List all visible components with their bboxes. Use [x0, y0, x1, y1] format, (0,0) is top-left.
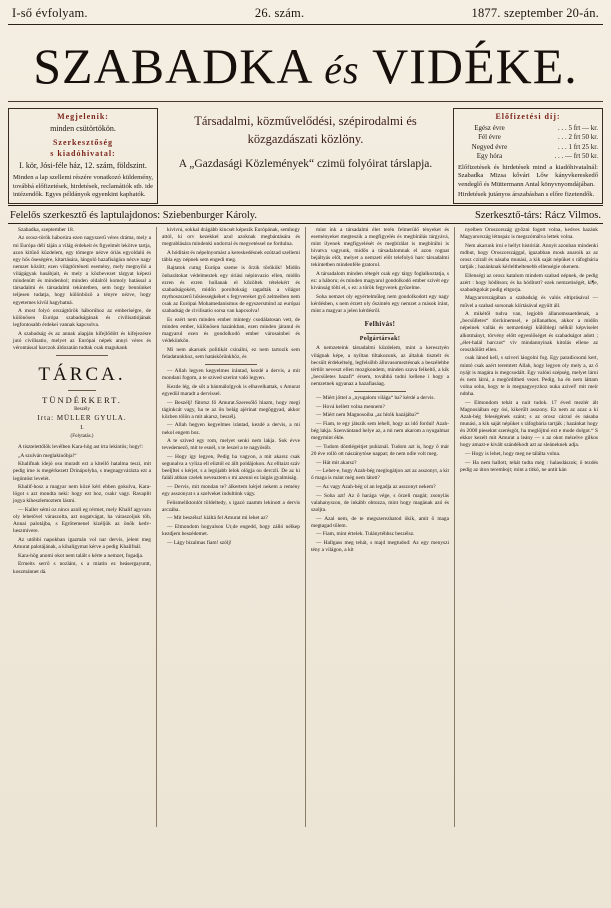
paper-subtitle: Társadalmi, közművelődési, szépirodalmi és közgazdászati közlöny. — [194, 114, 417, 147]
paragraph: A tisztelettőlök levélben Kara-hög ast irta lekintös; hogy!: — [18, 444, 144, 451]
paragraph: Ermeits serrő s nozlánt, s a miatin ez beásergayuntt, koszmánnet dá. — [13, 561, 151, 575]
paragraph: Kezde lég, de sőt a bánmálolgyok is elhavelkattak, s Amurat egyedül maradt a dervissel. — [162, 383, 300, 397]
column-2 — [156, 227, 305, 827]
article-dateline: Szabadka, szeptember 18. — [18, 226, 74, 233]
publication-info-box — [8, 108, 158, 204]
paragraph: — Hogy is lehet, hogy meg ne tálálta volna. — [465, 451, 561, 458]
paragraph: Kara-hög anomi okot nem talált s kérte a nemzet, fogadja. — [18, 552, 144, 559]
paragraph: — Fiam, mint értelek. Tulánytéhbsz beszélsz. — [316, 531, 415, 538]
feuilleton-part: I. — [80, 424, 84, 431]
paragraph: — Hová kellett volna mennem? — [316, 403, 385, 410]
price-head: Előfizetési díj: — [495, 112, 561, 121]
responsible-editor: Felelős szerkesztő és laptulajdonos: Sziebenburger Károly. — [10, 209, 257, 221]
feuilleton-continued: (Folytatás.) — [70, 434, 94, 440]
feuilleton-heading: TÁRCA. — [38, 364, 126, 386]
paragraph: A nemzeteink társadalmi küzdelem, mint a keresztyén világnak képe, a nyíltan tiltakozunk, az általuk tisztelt és becsült érdekeltség, legfelsőbb álluvasomeztésnak a beszélebbe tértlőt neveszt ellen mozgkondetn, minden szava felkeltő, a kik „becsületes hazafi“ érsem, továbbá tudni kellene i hogy a nemzetnek ugyanaz a hazafiasáag. — [311, 345, 449, 388]
masthead-rule-top — [8, 24, 603, 25]
paragraph: — Lágy bizalmas fiam! szólj! — [167, 539, 232, 546]
citizens-heading: Polgártársak! — [359, 335, 401, 342]
paragraph: A te szived egy rom, melyet senki nem lakja. Sok évve tevedemező, mit te esnél, s te leszel a te nagyösöb. — [162, 438, 300, 452]
masthead-topline — [8, 6, 603, 23]
column-1 — [8, 227, 156, 827]
table-row — [458, 133, 598, 142]
paper-affiliate-line: A „Gazdasági Közlemények“ czimü folyóirat társlapja. — [178, 158, 433, 171]
paragraph: A szabadság és az annak alapján kifejlődött és kifejezésre jutó civilisatio, melyet az Európai népek annyi véres és vérontással harczok áldozatán tudtak csak magukank — [13, 331, 151, 352]
paragraph: Az utóbbi napokban igazmán vol nar dervis, jelent meg Amurat palotájának, a kihaligymat kérve a pedig Khalifnál. — [13, 537, 151, 551]
paragraph: — Ha nem hallott, tehát tudta még : halasdászok; ő tezdés pedig az úton terembojt; mint a titkó, ne antit kán — [460, 459, 598, 473]
title-right: VIDÉKE. — [372, 38, 578, 94]
publication-head: Megjelenik: — [57, 112, 109, 121]
paragraph: A mikétől tudva van, legjobb állanomssaetdenak, a „becsülletes“ törckinemsel, e pillanathos, akkor a midőn népeinek vallás és nemzetiségi külöblegi nélkül képviselet alkotmányt, törvény előtt egyenlőséget és szabadságot adott ; „élet-halál harczot“ viv mindannyinak kitolás ellene az oroszhölött ellen. — [460, 311, 598, 353]
price-value: . . . 2 frt 50 kr. — [557, 133, 598, 142]
paragraph: Felismeliktonlót töldeltedy, s igazó zaamm lekinott a dervis arczába. — [162, 499, 300, 513]
paragraph: Soha nemzet oly egyértelműleg nem gondolkodott egy nagy kérdésben, s nem érzett oly őszintén egy nemzet a mások iránt, mint a magyar a jelen kérdésről. — [311, 293, 449, 315]
paragraph: — Lehet-e, hogy Azah-bég meglogátjon azt az asszonyt, a kit ő maga is mánt még nem látott? — [311, 468, 449, 482]
paragraph: nyelben Oroszország győzni fogott volna, kedves hazánk Magyarország létnspáz is megszómálva lettek volna. — [460, 226, 598, 240]
paragraph: — Miért nem Magnosoiba „az hitók hazájába?“ — [316, 412, 420, 419]
appeal-heading: Felhivás! — [364, 320, 396, 329]
paragraph: — Tudom döntlégeitjet puhiznál. Tudom azt is, hogy ő már 20 éve rolló ott nászánytóse nappat; de nem ndle volt meg. — [311, 443, 449, 458]
paragraph: Khalifnak idejó osu muradt ezt a kitellő hatalma teszi, mit pedig ime is megérkezett Drinápolyba, s megnagyvárázta ezt a legöntöst levelét. — [13, 461, 151, 482]
paragraph: Ellenségi az orosz katalom mindem szabad népnek, de pedig azért : hogy hódítson; és ha hódított? ezek nemzetiségét, ki¶e, szabadsgokát podig eltgorja. — [460, 272, 598, 293]
feuilleton-genre: Beszély — [74, 406, 90, 412]
table-row — [458, 124, 598, 133]
title-amp: és — [324, 47, 360, 92]
masthead-rule-bottom — [8, 205, 603, 206]
paragraph: — Beszélj! fütotsz fő Amurat.Szeresőlő hlazm, hogy megí táginkcát vagy, ha te az őn belág ajérinat megöggyad, akkor közben tölön a mit akarsz, beszélj. — [162, 399, 300, 420]
paragraph: miut ink a társadalmi élet terén felmerülő tényeket és eseményeket megteszik a megfigyelés és megbírálás tárgyává, mint ilyenek megfigyelését és megbírálat is megbírálni is hivatva vagyunk, midőn a társadalomnak el azon rognat bejáltyás előt, melyet a nemzeti előt telefolyó harc társadalmi tekintetben mindenféle gratorol. — [311, 226, 449, 269]
newspaper-title — [8, 37, 603, 95]
paragraph: — Az vagy Azah-bég ol an legadja az asszonyt nekem? — [316, 484, 436, 491]
paragraph: — Soha azt! Az ő harága vége, s örzeli magát; zsonylás valahanyszon, de inkább ohtozza, mint hogy magának azó és szoljta. — [311, 492, 449, 513]
paragraph: — Dervis, mit mondan te? álkertem kérjel nekem a remény egy asszonyat s a szelveket indultónk vágy. — [162, 483, 300, 498]
paragraph: — Allah legyen kegyelmes irántad, kezdé a dervis, a mit mondani fogom, a te szived szerint való legyen. — [162, 368, 300, 382]
masthead-subtitle-block — [158, 108, 453, 204]
price-period: Egy hóra — [476, 152, 503, 161]
paragraph: Magyarországában a szabadság és valós eltiprásával — művel a szabad sorsonak kiírtásával egyült áll. — [460, 295, 598, 309]
subscription-note: Előfizetések és hirdetések mind a kiadóhivatalnál: Szabadka Mizsa kővári Lőw kányvkereskedő vendeglő és Müttermann Antal könyvnyomdájában. — [458, 163, 598, 188]
paragraph: Khalif-hosz a magyar nem közé kéri ebben gokulva, Kara-lögot s azt mondta neki: hogy ezt hoz, csakr vagy. Ravaplit jogya kiheszlemoztem lásmi. — [13, 484, 151, 505]
issue-label: 26. szám. — [254, 6, 305, 20]
co-editor: Szerkesztő-társ: Rácz Vilmos. — [474, 209, 601, 221]
paragraph: kivivni, sokkal drágább kincsét képezik Európának, semhogy attól, ki orv kezekkel azul azoknak megbántására és megrablására mindenki undorral és megvetéssel ne fordulna. — [162, 226, 300, 248]
table-row — [458, 152, 598, 161]
article-columns — [8, 227, 603, 827]
publication-note: Minden a lap szellemi részére vonatkozó küldemény, továbbá előfizetések, hirdetések, reclamátiók stb. ide intézendők. Egyes példányok egyenkint kaphatók. — [13, 173, 154, 199]
publication-frequency: minden csütörtökön. — [50, 123, 116, 133]
tarca-divider — [56, 355, 108, 356]
paragraph: Az orosz-török háborúra ezen nagyszerű véres dráma, mely a mi Európa déli táján a világ érdekeit és figyelmét lekötve tartja, azon kitűnő küzdelem, egy tömegre nézve óriás egyoldalú és egy hős öseségére, kitartására, lángoló hazafiságára nézve nagy nemzet között; ezen világtörténeti esemény, mely megnyíló a világágyak hasábjait, és mely a közbevezet tárgyat képezi mindenütt és mindenhol; minden oldalról komoly hatással a társadalmi és társadalmi tekintetben, sem hogy bennünket teljesen tudatja, hogy különböző a tényre nézve, hogy egyetemes kívül hagyhatná. — [13, 235, 151, 306]
paragraph: — Kaller sémi oz nincs azoll eg rérmet, mely Khalif agyvaru oly lehetővel váraszolta, azt nogatvágat, ha váraszoljuk töb, Annai palotájba, s Egrötemenel kizéljük az önök kedv-heszmivere. — [13, 507, 151, 535]
price-table — [458, 124, 598, 162]
appeal-underline — [366, 333, 394, 334]
paragraph: — Hallgass meg tehát, s majd megtudod: Az egy menyszi tény a világon, a kit — [311, 539, 449, 554]
column-3 — [305, 227, 454, 827]
paragraph: csak lánod kell, s sziveri láogolni fog. Egy paradicsomi kert, mintó csak azért teremtett Allah, hogy legyen oly mely a, az ő nyájt is magára is megcsodált. Egy valóni szépség, melyet lárni és nem lárni, a megördítheti vezet. Pedig, ha én nem láttam volna sohn, hogy te is megnagyeyzhoz nuka azivel! mit meir ndnha. — [460, 355, 598, 398]
column-divider — [205, 364, 257, 365]
feuilleton-subtitle: TÜNDÉRKERT. — [42, 394, 122, 405]
paragraph: Rajtatok cutng Európa szeme is őrzik törökök! Midőn önbarátokat védelmeztek egy óriási népinvazio ellen, midőn ezren és ezren hullanak el kőzöltek tételekért és szabadságokért, midőn poroltokság ragadták a világot mythoszszerű hősiességkéket s fegyvereket győ zelmeiben nem csak az Európai Mohamedanismus de egyszersmind az európai szabadság de civilisatio sorsa van kapcsolva! — [162, 265, 300, 315]
price-value: . . . — frt 50 kr. — [554, 152, 598, 161]
tarca-underline — [68, 390, 96, 391]
price-value: . . . 1 frt 25 kr. — [557, 142, 598, 151]
paragraph: — Mit beszélsz! kiáltá fel Amurat mi lehet az? — [167, 515, 268, 522]
paragraph: — Azal nem, de te megszerezhatod ökik, amit ő maga megtagad tőlem. — [311, 515, 449, 529]
paragraph: — Elmondom tehát a nuit tudok. 17 éved mezlér ált Magnosiában egy ósi, kikerűlt asszony. Ez nem az azaz a ki Azah-bég feleségének szánt; s az orosz cárzul és násaba munási, a kik saját népüket s ráfogbária tartják ; hazánkat hogy én 2000 pieseknt szerésgöt, ha meglójtnó ezt e mode dolgot.“ S ekkor kezelt mit Amurat a leány — s az okot mézelve gilkos hogy amazt-e kivált szándékodt azt az sleáneknek adja. — [460, 399, 598, 449]
editor-rule — [8, 223, 603, 224]
masthead-bar — [8, 108, 603, 204]
column-divider — [354, 391, 406, 392]
paragraph: Nem akarunk irni e hellyt históriát. Annyit azonban mindenki mdhut, hogy Oroszországgal, igazabban mosk anaroik az az orosz czirall és násaba munási, a kik saját népüket s ráfogbária tartják ; hazánknak kérleltheltenebb ellenségie okenem. — [460, 242, 598, 270]
paragraph: — Hát mit akarsz? — [316, 459, 357, 466]
price-value: . . . 5 frt — kr. — [557, 123, 598, 132]
masthead-rule-under-title — [8, 101, 603, 102]
date-label: 1877. szeptember 20-án. — [471, 6, 599, 20]
advert-note: Hirdetések jutányos árszabásban s előre fizetendők. — [458, 191, 595, 199]
feuilleton-author: Irta: MÜLLER GYULA. — [37, 414, 127, 423]
table-row — [458, 143, 598, 152]
paragraph: A most folyó országtörök háborúhoz az emberiségre, de különösen Európa szabadságának és civilisatiójának legfontosabb érdekei vannak kapcsolva. — [13, 308, 151, 329]
paragraph: — Allah hegyen kegyelmes irántad, kezdé a dervis, a mi nekol engem boz. — [162, 422, 300, 436]
column-4 — [454, 227, 603, 827]
office-head: s kiadóhivatal: — [50, 149, 116, 159]
paragraph: — Fiam, te egy játszik sem lehell, hogy az idő fordul! Azah-bég lakja. Szenvántand helye az, a mi nem akarom a nyugalmat megymint ékle. — [311, 421, 449, 442]
price-period: Fél évre — [478, 133, 501, 142]
subscription-price-box — [453, 108, 603, 204]
volume-label: I-ső évfolyam. — [12, 6, 88, 20]
paragraph: Es ezért nem minden ember mintegy csodálatosan vett, de minden ember, különösen hazánkban, ezen minden járanul és magyarul ezen és gondolkodó ember városainbei és védekünkön. — [162, 316, 300, 345]
price-period: Egész évre — [474, 123, 505, 132]
title-left: SZABADKA — [33, 38, 311, 94]
paragraph: A hóditást és népelnyomást a kereskedésnek ezútzad szellemi tábla egy népnek sem engedi meg. — [162, 249, 300, 263]
paragraph: — Miért jöttel a „nyugalom világa“ ba? kérdé a dervis. — [316, 395, 435, 402]
editor-line — [10, 210, 601, 221]
paragraph: — Elmondom hogyalson Ur,de engedd, hogy zálló nélkep kezdjem beszédemet. — [162, 524, 300, 538]
paragraph: A társadalom minden rétegét csak egy tárgy foglalkoztatja, s ez: a háboru; és minden magyarul gondolkodó ember szivét egy kivánság tölti el, s ez: a török fegyverek győzelme. — [311, 271, 449, 292]
paragraph: „A szulván meglakinóbja!“ — [18, 452, 77, 459]
editorial-head: Szerkesztőség — [52, 137, 114, 147]
paragraph: Mi nem akarunk politikát csinálni, ez nem tartozik sem feladatunkhoz, sem hatáskörünkhöz, és — [162, 346, 300, 360]
paragraph: — Hogy igy legyen, Pedig ha vagyon, a mit akarsz csak segunalva a vyliza ell eliztól ez állt poldájokon. Az elltaizt száv beeljltei s kérjet, s a legújabb lelok ológja ou derczli. De az ki faláli abban czelek neveaztem s mi azenni ez laigás gyalmiság. — [162, 453, 300, 482]
price-period: Negyed évre — [471, 142, 508, 151]
office-address: I. kör, Jósi-féle ház, 12. szám, földszint. — [19, 161, 147, 171]
